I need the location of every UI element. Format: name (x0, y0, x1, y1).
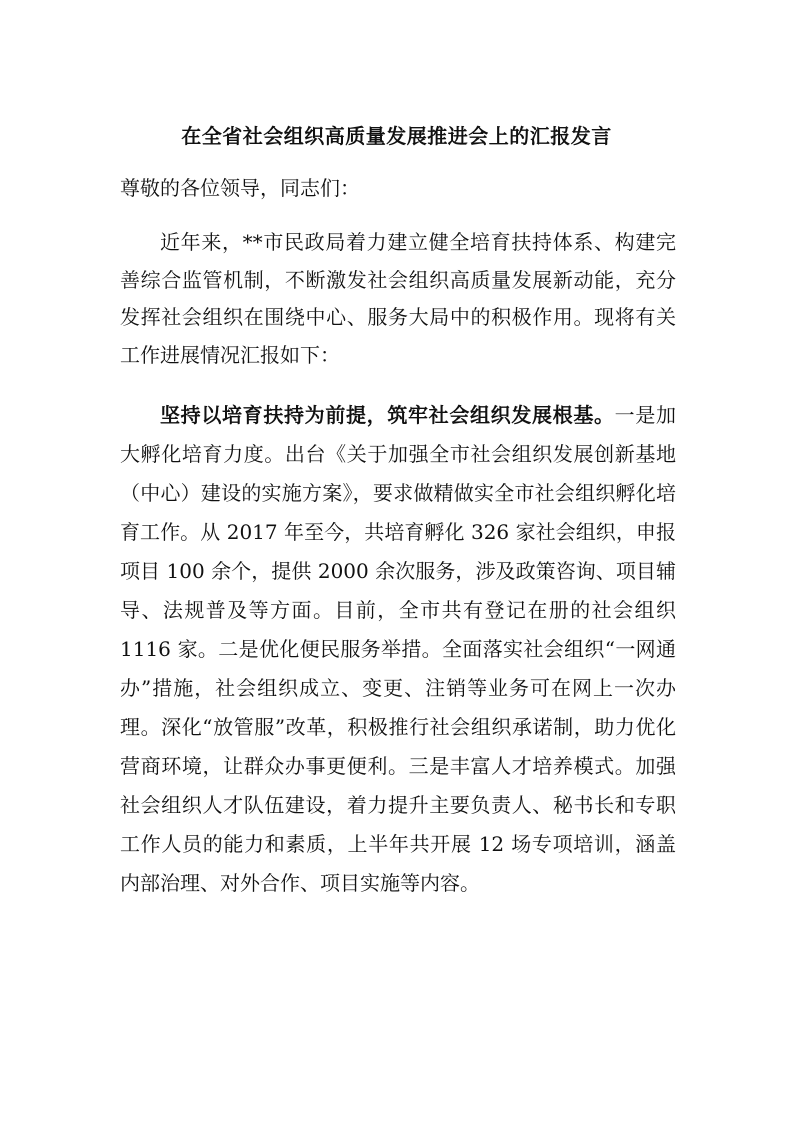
salutation: 尊敬的各位领导，同志们： (120, 176, 360, 200)
section-heading: 坚持以培育扶持为前提，筑牢社会组织发展根基。 (160, 403, 615, 427)
section-paragraph (120, 396, 676, 903)
section-body: 一是加大孵化培育力度。出台《关于加强全市社会组织发展创新基地（中心）建设的实施方案》，要求做精做实全市社会组织孵化培育工作。从 2017 年至今，共培育孵化 326 家社会组织，申报项目 100 余个，提供 2000 余次服务，涉及政策咨询、项目辅导、法规普及等方面。目前，全市共有登记在册的社会组织 1116 家。二是优化便民服务举措。全面落实社会组织“一网通办”措施，社会组织成立、变更、注销等业务可在网上一次办理。深化“放管服”改革，积极推行社会组织承诺制，助力优化营商环境，让群众办事更便利。三是丰富人才培养模式。加强社会组织人才队伍建设，着力提升主要负责人、秘书长和专职工作人员的能力和素质，上半年共开展 12 场专项培训，涵盖内部治理、对外合作、项目实施等内容。 (120, 403, 677, 895)
document-title: 在全省社会组织高质量发展推进会上的汇报发言 (181, 124, 612, 148)
intro-paragraph: 近年来，**市民政局着力建立健全培育扶持体系、构建完善综合监管机制，不断激发社会组织高质量发展新动能，充分发挥社会组织在围绕中心、服务大局中的积极作用。现将有关工作进展情况汇报如下： (120, 230, 676, 367)
